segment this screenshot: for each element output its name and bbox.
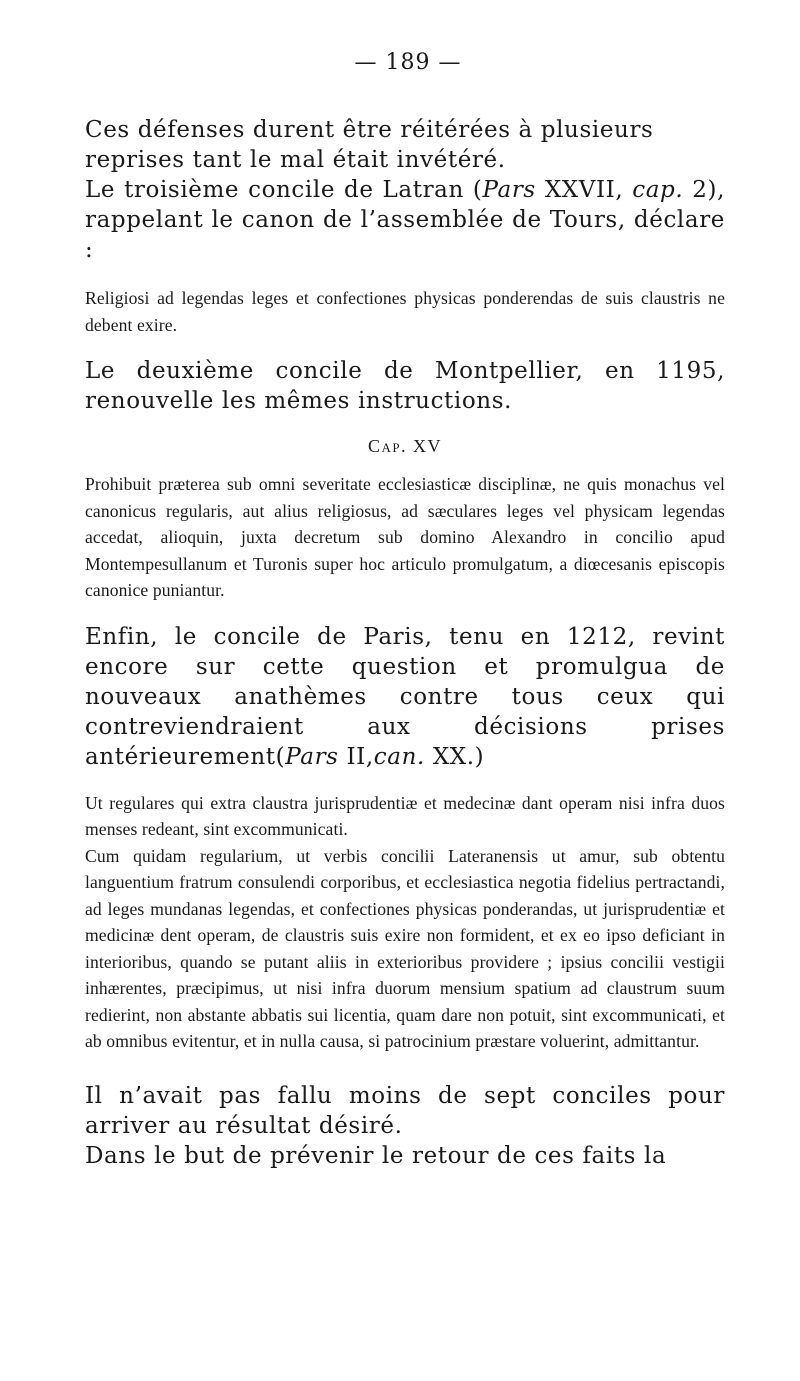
latran-italic-cap: cap. <box>632 177 684 203</box>
paris-italic-can: can. <box>373 743 425 770</box>
paris-text-c: XX.) <box>424 743 485 770</box>
paris-text-b: II, <box>338 743 374 770</box>
paragraph-paris <box>85 622 725 772</box>
paris-text-a: Enfin, le concile de Paris, tenu en 1212, revint encore sur cette question et promulgua de nouveaux anathèmes contre tous ceux qui contreviendraient aux décisions prises antérieurement( <box>85 623 725 770</box>
paragraph-sept-conciles: Il n’avait pas fallu moins de sept conciles pour arriver au résultat désiré. <box>85 1082 725 1139</box>
latin-quote-ut-regulares: Ut regulares qui extra claustra jurisprudentiæ et medecinæ dant operam nisi infra duos menses redeant, sint excommunicati. <box>85 792 725 839</box>
latin-quote-cum-quidam: Cum quidam regularium, ut verbis concilii Lateranensis ut amur, sub obtentu languentium fratrum consulendi corporibus, et ecclesiastica negotia fidelius pertractandi, ad leges mundanas legendas, et confectiones physicas ponderandas, ut jurisprudentiæ et medicinæ dent operam, de claustris suis exire non formident, et ex eo ipso deficiant in interioribus, quando se putant aliis in exterioribus providere ; ipsius concilii vestigii inhærentes, præcipimus, ut nisi infra duorum mensium spatium ad claustrum suum redierint, non abstante abbatis sui licentia, quam dare non potuit, sint excommunicati, et ab omnibus evitentur, et in nulla causa, si patrocinium præstare voluerint, admittantur. <box>85 845 725 1051</box>
paragraph-defenses-line2: reprises tant le mal était invétéré. <box>85 147 506 173</box>
latran-italic-pars: Pars <box>482 177 536 203</box>
latran-text-a: Le troisième concile de Latran ( <box>85 177 483 203</box>
latran-text-b: XXVII, <box>535 177 633 203</box>
paris-italic-pars: Pars <box>285 743 339 770</box>
latin-quote-prohibuit: Prohibuit præterea sub omni severitate ecclesiasticæ disciplinæ, ne quis monachus vel canonicus regularis, aut alius religiosus, ad sæculares leges vel physicam legendas accedat, alioquin, juxta decretum sub domino Alexandro in concilio apud Montempesullanum et Turonis super hoc articulo promulgatum, a diœcesanis episcopis canonice puniantur. <box>85 474 725 600</box>
document-page <box>85 50 725 1171</box>
page-number: — 189 — <box>354 50 462 75</box>
latin-quote-religiosi: Religiosi ad legendas leges et confectiones physicas ponderendas de suis claustris ne debent exire. <box>85 288 725 335</box>
latran-text-c: 2), rappelant le canon de l’assemblée de Tours, déclare : <box>85 177 725 263</box>
chapter-heading: Cap. XV <box>367 436 443 456</box>
paragraph-defenses-line1: Ces défenses durent être réitérées à plusieurs <box>85 117 654 143</box>
paragraph-latran <box>85 175 725 265</box>
paragraph-dans-le-but: Dans le but de prévenir le retour de ces faits la <box>85 1142 667 1169</box>
paragraph-defenses <box>85 115 725 175</box>
paragraph-montpellier: Le deuxième concile de Montpellier, en 1195, renouvelle les mêmes instructions. <box>85 358 725 414</box>
